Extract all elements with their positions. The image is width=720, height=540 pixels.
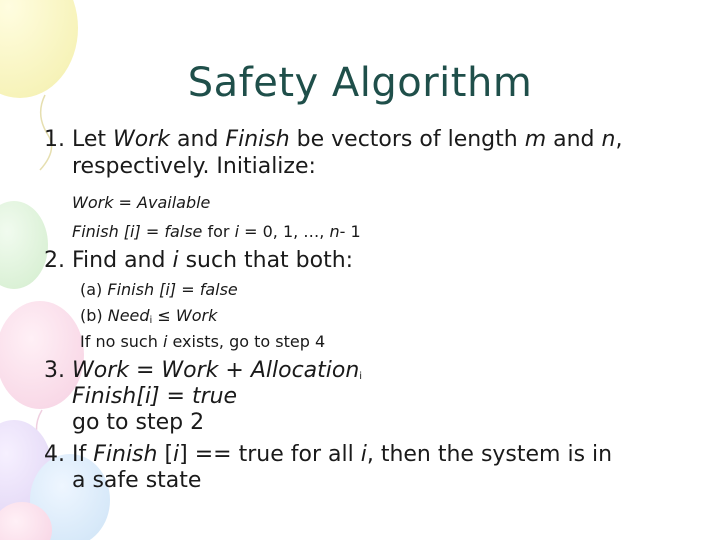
step-text-italic: Finish[ [72,384,145,409]
sub-text: for [202,222,235,241]
step-number: 2. [44,248,65,273]
sub-text-italic: ] = false [169,280,238,299]
step-text: If [72,442,94,467]
step-text-italic: ] = true [150,384,238,409]
sub-text: (a) [80,280,108,299]
step-text-italic: Finish [93,442,158,467]
step-text-italic: Work = Work + Allocation [72,358,360,383]
sub-text-italic: Work = Available [72,193,211,212]
sub-text: - 1 [339,222,361,241]
step-3 [44,358,362,383]
sub-text: exists, go to step 4 [167,332,326,351]
subscript: i [149,315,153,326]
step-number: 3. [44,358,65,383]
step-2 [44,248,353,273]
step-1 [44,127,622,152]
sub-text-italic: Finish [ [107,280,166,299]
step-text: and [546,127,602,152]
step-text: be vectors of length [289,127,525,152]
step-text-italic: i [173,442,180,467]
step-text: Find and [72,248,173,273]
step-text: Let [72,127,114,152]
step-3-continuation [72,384,237,409]
step-text: go to step 2 [72,410,205,435]
sub-text: = 0, 1, …, [239,222,330,241]
sub-text: (b) [80,306,108,325]
step-2-sub-line [80,280,238,299]
sub-text-italic: i [234,222,240,241]
sub-text-italic: Finish [ [72,222,131,241]
sub-text: If no such [80,332,163,351]
step-4 [44,442,612,467]
step-1-continuation: respectively. Initialize: [72,154,316,179]
step-4-continuation: a safe state [72,468,202,493]
step-text-italic: i [144,384,151,409]
step-2-sub-line [80,306,217,326]
sub-text-italic: i [130,222,135,241]
step-text-italic: i [172,248,179,273]
sub-text-italic: ] = false [134,222,203,241]
step-2-sub-line [80,332,325,351]
step-text: and [170,127,226,152]
subscript: i [359,371,363,382]
step-number: 1. [44,127,65,152]
slide-title: Safety Algorithm [187,60,533,106]
step-number: 4. [44,442,65,467]
step-1-sub-line [72,222,361,241]
step-text-italic: m [524,127,547,152]
step-text-italic: n [601,127,616,152]
step-3-continuation [72,410,204,435]
step-text-italic: Work [113,127,171,152]
step-text: , [615,127,623,152]
sub-text-italic: n [329,222,340,241]
sub-text-italic: ≤ Work [152,306,218,325]
sub-text-italic: Need [107,306,150,325]
step-text: , then the system is in [366,442,613,467]
step-text: [ [157,442,174,467]
step-text: such that both: [178,248,354,273]
step-text: ] == true for all [179,442,361,467]
sub-text-italic: i [165,280,170,299]
step-text-italic: i [360,442,367,467]
step-1-sub-line [72,193,210,212]
sub-text-italic: i [162,332,168,351]
step-text-italic: Finish [225,127,290,152]
